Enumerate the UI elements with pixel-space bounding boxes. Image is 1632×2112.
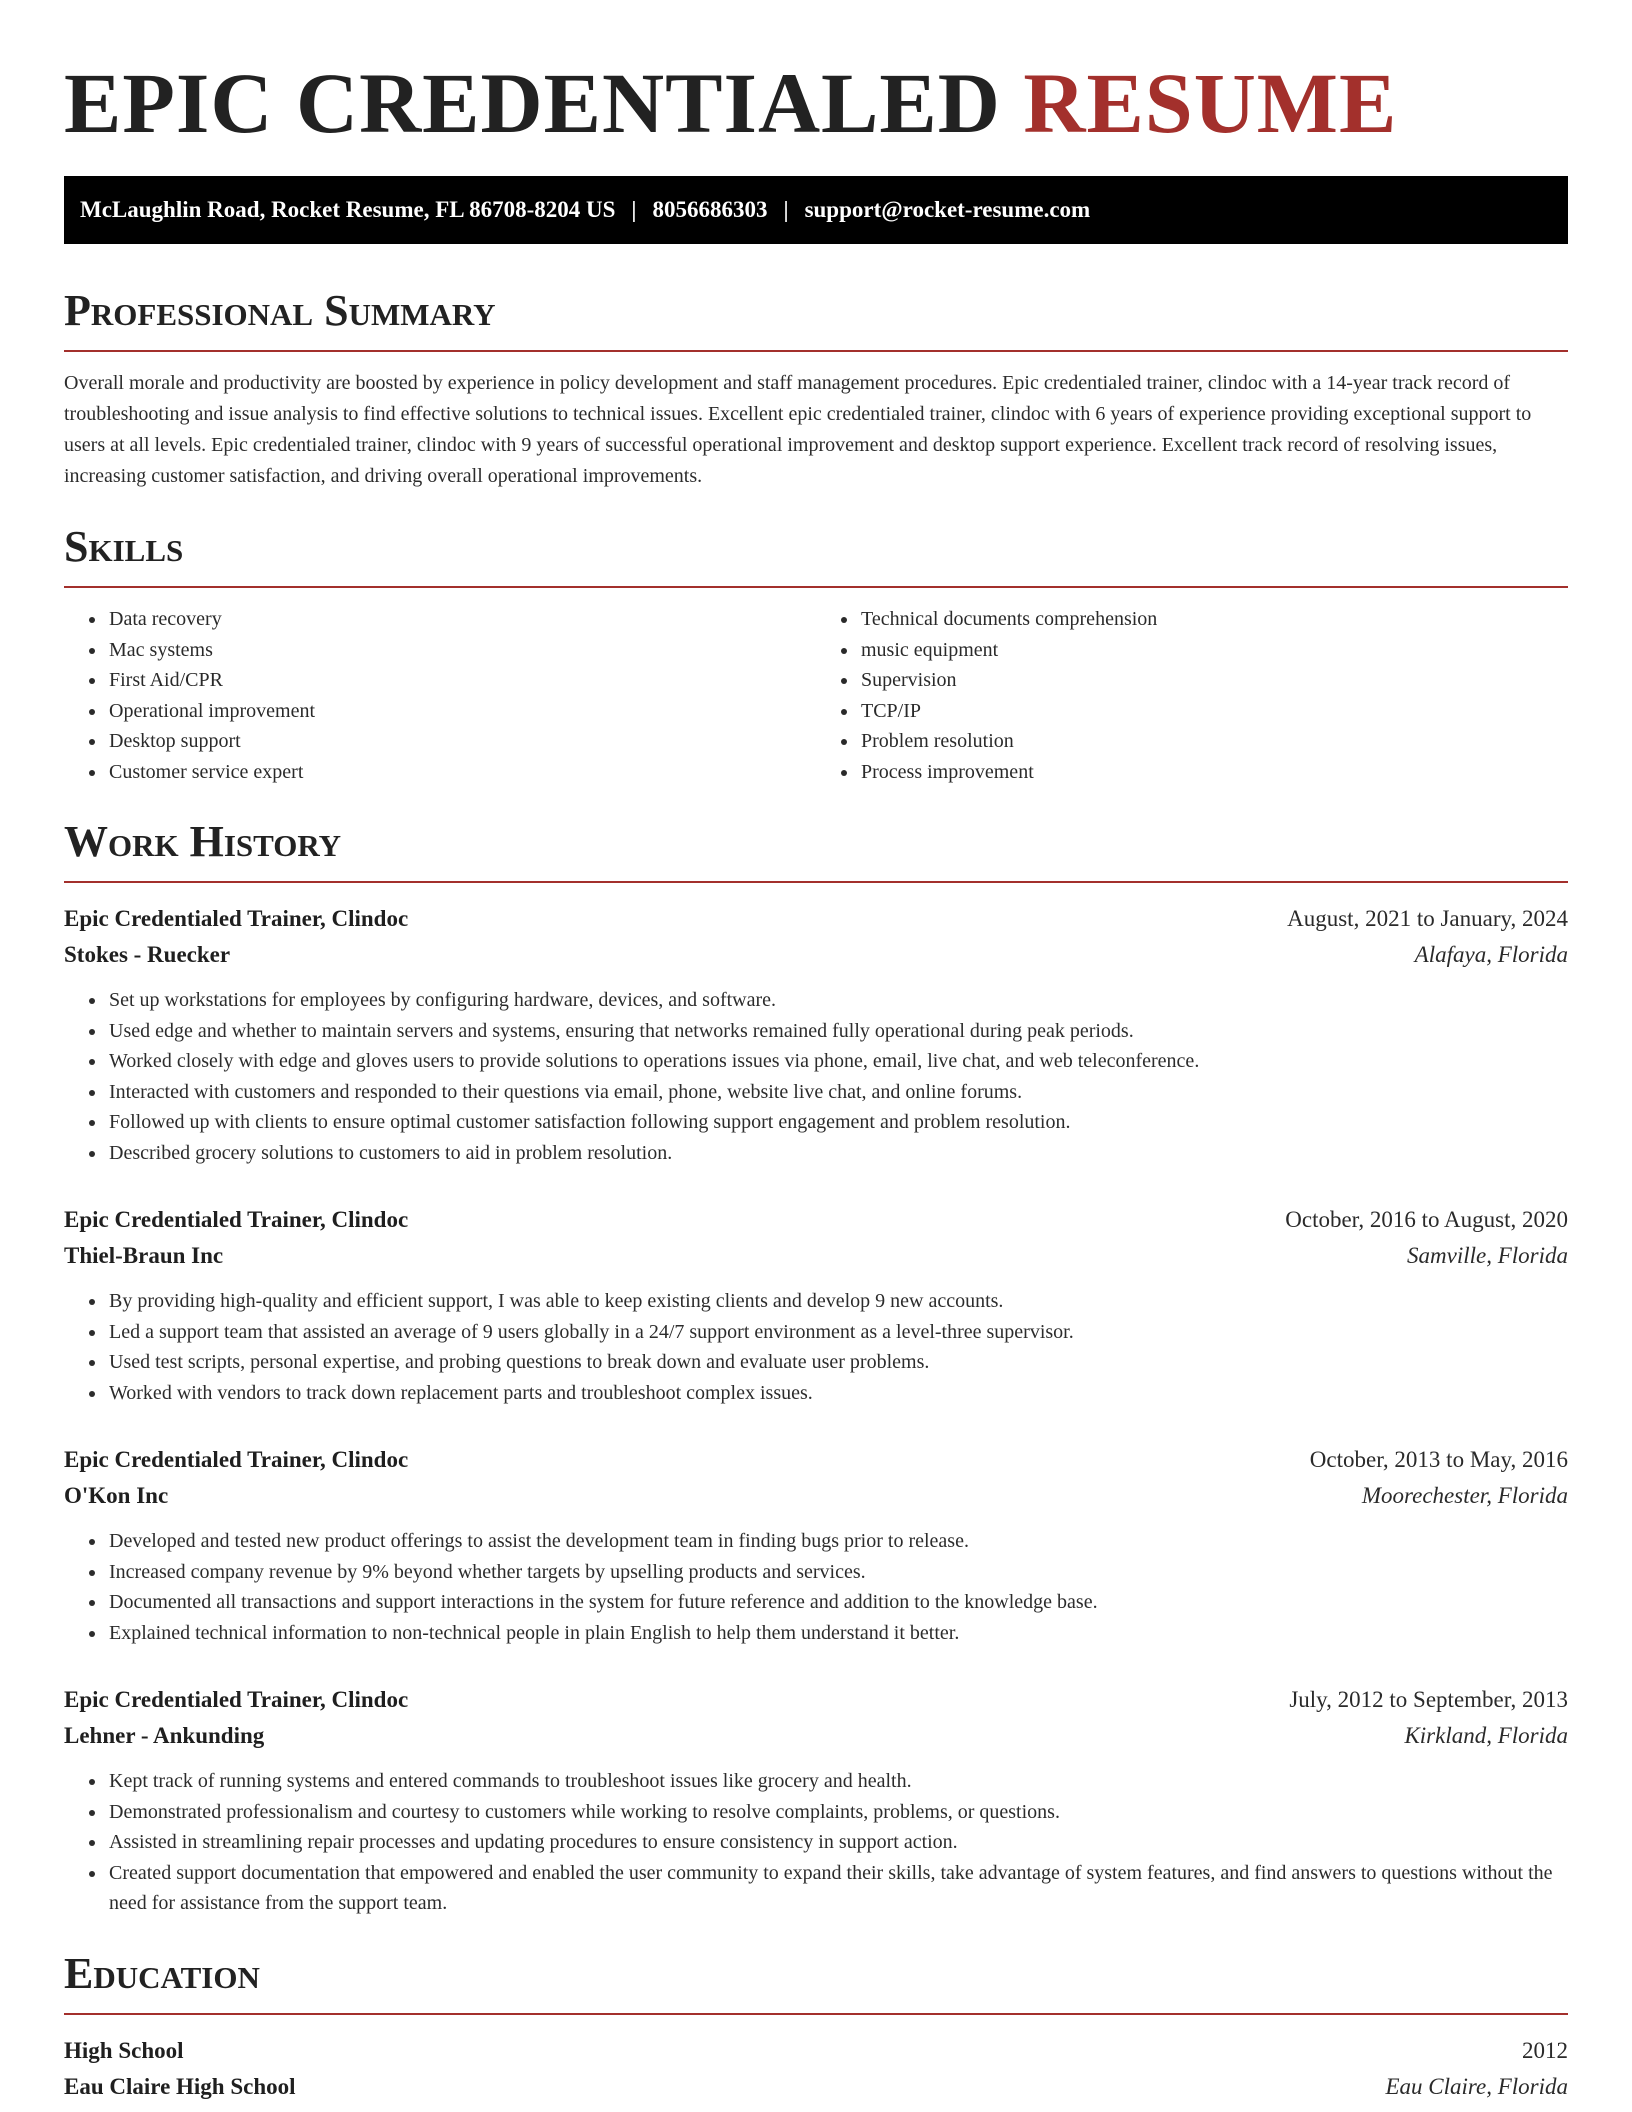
work-heading: Work History (64, 817, 1568, 883)
education-school: Eau Claire High School (64, 2073, 296, 2099)
skill-item: • Supervision (859, 665, 1568, 696)
job-dates: October, 2016 to August, 2020 (1285, 1207, 1568, 1232)
job-bullet: • Described grocery solutions to customers to aid in problem resolution. (107, 1138, 1568, 1169)
job-bullets (64, 1766, 1568, 1919)
skill-item: • TCP/IP (859, 696, 1568, 727)
skill-item: • music equipment (859, 635, 1568, 666)
job-location: Samville, Florida (1407, 1243, 1568, 1268)
job-bullets (64, 985, 1568, 1168)
job-bullet: • Led a support team that assisted an average of 9 users globally in a 24/7 support environment as a level-three supervisor. (107, 1317, 1568, 1348)
education-school-row (64, 2069, 1568, 2105)
skill-item: • Customer service expert (107, 757, 816, 788)
resume-title (64, 56, 1568, 150)
job-bullet: • Increased company revenue by 9% beyond whether targets by upselling products and services. (107, 1557, 1568, 1588)
skill-item: • Process improvement (859, 757, 1568, 788)
job-bullet: • Used test scripts, personal expertise, and probing questions to break down and evaluate user problems. (107, 1347, 1568, 1378)
skills-section (64, 522, 1568, 787)
contact-separator: | (783, 197, 789, 222)
skill-item: • Mac systems (107, 635, 816, 666)
job-bullet: • Explained technical information to non-technical people in plain English to help them understand it better. (107, 1618, 1568, 1649)
skill-item: • Operational improvement (107, 696, 816, 727)
education-year: 2012 (1522, 2037, 1568, 2063)
job-bullet: • Interacted with customers and responded to their questions via email, phone, website live chat, and online forums. (107, 1077, 1568, 1108)
job-dates: July, 2012 to September, 2013 (1289, 1687, 1568, 1712)
skill-item: • Problem resolution (859, 726, 1568, 757)
job-bullet: • Set up workstations for employees by configuring hardware, devices, and software. (107, 985, 1568, 1016)
job-company-row (64, 1718, 1568, 1754)
education-location: Eau Claire, Florida (1385, 2073, 1568, 2099)
job-company-row (64, 937, 1568, 973)
contact-bar (64, 176, 1568, 244)
contact-email[interactable]: support@rocket-resume.com (804, 197, 1091, 222)
title-accent: RESUME (1023, 55, 1398, 151)
education-entry (64, 2033, 1568, 2105)
job-location: Kirkland, Florida (1404, 1723, 1568, 1748)
title-main: EPIC CREDENTIALED (64, 55, 1001, 151)
job-bullet: • Documented all transactions and support interactions in the system for future reference and addition to the knowledge base. (107, 1587, 1568, 1618)
job-bullets (64, 1526, 1568, 1648)
job-company-row (64, 1238, 1568, 1274)
job-location: Alafaya, Florida (1414, 942, 1568, 967)
job-company: Stokes - Ruecker (64, 942, 231, 967)
job-location: Moorechester, Florida (1361, 1483, 1568, 1508)
job-bullets (64, 1286, 1568, 1408)
skills-list-left (64, 604, 816, 787)
job-bullet: • Kept track of running systems and entered commands to troubleshoot issues like grocery and health. (107, 1766, 1568, 1797)
job-bullet: • Followed up with clients to ensure optimal customer satisfaction following support engagement and problem resolution. (107, 1107, 1568, 1138)
skills-list-right (816, 604, 1568, 787)
education-section (64, 1949, 1568, 2105)
contact-address: McLaughlin Road, Rocket Resume, FL 86708-8204 US (80, 197, 616, 222)
job-header-row (64, 901, 1568, 937)
job-entry (64, 1682, 1568, 1919)
job-company: O'Kon Inc (64, 1483, 169, 1508)
job-bullet: • Demonstrated professionalism and courtesy to customers while working to resolve complaints, problems, or questions. (107, 1797, 1568, 1828)
job-header-row (64, 1682, 1568, 1718)
education-degree: High School (64, 2037, 184, 2063)
summary-heading: Professional Summary (64, 286, 1568, 352)
summary-section (64, 286, 1568, 492)
job-bullet: • Used edge and whether to maintain servers and systems, ensuring that networks remained fully operational during peak periods. (107, 1016, 1568, 1047)
skill-item: • Data recovery (107, 604, 816, 635)
education-header-row (64, 2033, 1568, 2069)
education-heading: Education (64, 1949, 1568, 2015)
skill-item: • Technical documents comprehension (859, 604, 1568, 635)
contact-separator: | (631, 197, 637, 222)
job-company: Thiel-Braun Inc (64, 1243, 224, 1268)
job-header-row (64, 1442, 1568, 1478)
job-bullet: • Created support documentation that empowered and enabled the user community to expand their skills, take advantage of system features, and find answers to questions without the need for assistance from the support team. (107, 1858, 1568, 1919)
skill-item: • First Aid/CPR (107, 665, 816, 696)
job-dates: August, 2021 to January, 2024 (1287, 906, 1568, 931)
skills-columns (64, 604, 1568, 787)
job-bullet: • Developed and tested new product offerings to assist the development team in finding bugs prior to release. (107, 1526, 1568, 1557)
job-bullet: • By providing high-quality and efficient support, I was able to keep existing clients and develop 9 new accounts. (107, 1286, 1568, 1317)
contact-phone[interactable]: 8056686303 (652, 197, 768, 222)
job-company: Lehner - Ankunding (64, 1723, 265, 1748)
job-title: Epic Credentialed Trainer, Clindoc (64, 1687, 409, 1712)
job-entry (64, 901, 1568, 1168)
job-title: Epic Credentialed Trainer, Clindoc (64, 906, 409, 931)
job-title: Epic Credentialed Trainer, Clindoc (64, 1447, 409, 1472)
job-entry (64, 1442, 1568, 1648)
job-company-row (64, 1478, 1568, 1514)
job-dates: October, 2013 to May, 2016 (1309, 1447, 1568, 1472)
job-list (64, 901, 1568, 1919)
skills-heading: Skills (64, 522, 1568, 588)
job-bullet: • Worked with vendors to track down replacement parts and troubleshoot complex issues. (107, 1378, 1568, 1409)
work-section (64, 817, 1568, 1919)
job-entry (64, 1202, 1568, 1408)
job-title: Epic Credentialed Trainer, Clindoc (64, 1207, 409, 1232)
skill-item: • Desktop support (107, 726, 816, 757)
education-list (64, 2033, 1568, 2105)
job-bullet: • Worked closely with edge and gloves users to provide solutions to operations issues via phone, email, live chat, and web teleconference. (107, 1046, 1568, 1077)
job-bullet: • Assisted in streamlining repair processes and updating procedures to ensure consistency in support action. (107, 1827, 1568, 1858)
job-header-row (64, 1202, 1568, 1238)
summary-text: Overall morale and productivity are boosted by experience in policy development and staff management procedures. Epic credentialed trainer, clindoc with a 14-year track record of troubleshooting and issue analysis to find effective solutions to technical issues. Excellent epic credentialed trainer, clindoc with 6 years of experience providing exceptional support to users at all levels. Epic credentialed trainer, clindoc with 9 years of successful operational improvement and desktop support experience. Excellent track record of resolving issues, increasing customer satisfaction, and driving overall operational improvements. (64, 372, 1532, 487)
